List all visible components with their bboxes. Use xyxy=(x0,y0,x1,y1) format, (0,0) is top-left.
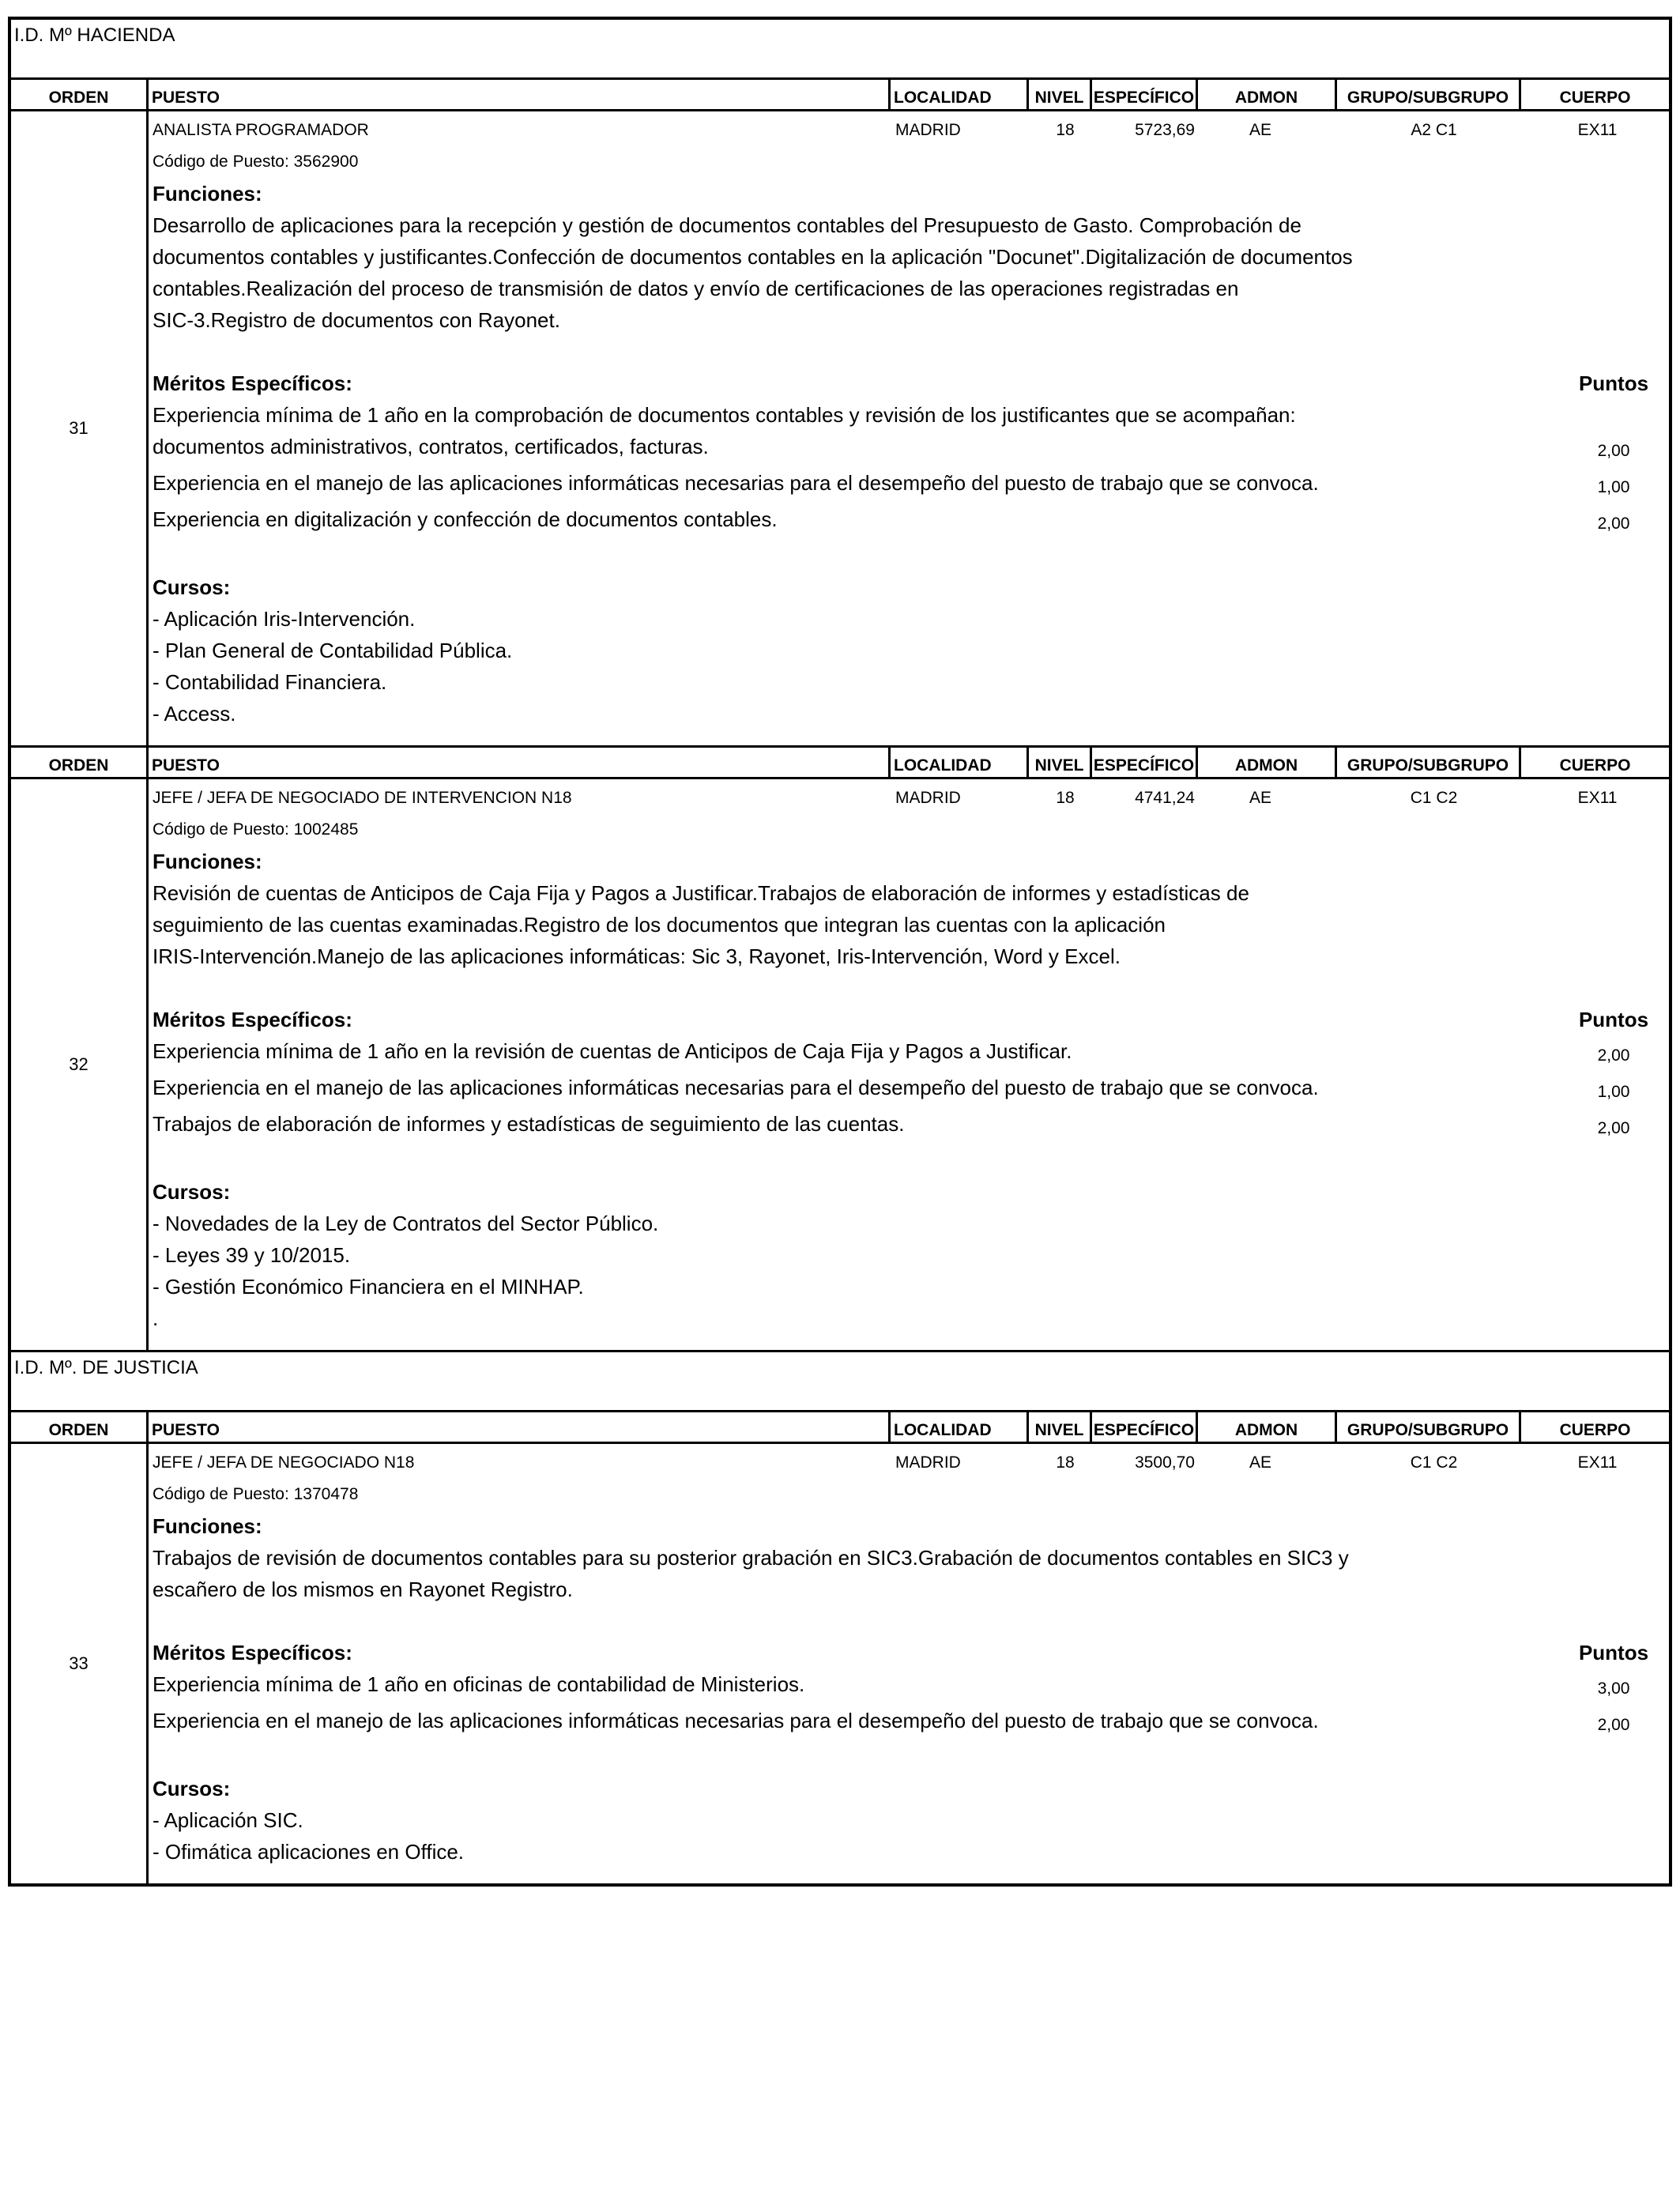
spacer xyxy=(153,1741,1669,1773)
header-admon: ADMON xyxy=(1198,80,1337,109)
merito-puntos xyxy=(1558,399,1669,431)
localidad-value: MADRID xyxy=(895,1453,961,1472)
funciones-line: documentos contables y justificantes.Confección de documentos contables en la aplicación "Docunet".Digitalización de documentos xyxy=(153,245,1353,269)
merito-row xyxy=(153,399,1669,431)
funciones-line: SIC-3.Registro de documentos con Rayonet. xyxy=(153,308,560,332)
job-entry xyxy=(11,779,1669,1352)
especifico-value: 3500,70 xyxy=(1135,1453,1195,1472)
job-details xyxy=(149,1444,1669,1883)
merito-puntos: 2,00 xyxy=(1597,1119,1630,1137)
meritos-label: Méritos Específicos: xyxy=(153,1641,352,1664)
meritos-label: Méritos Específicos: xyxy=(153,371,352,395)
cuerpo-value: EX11 xyxy=(1577,789,1618,807)
spacer xyxy=(153,1605,1669,1637)
orden-number: 32 xyxy=(11,779,149,1350)
merito-row xyxy=(153,1035,1669,1072)
job-entry xyxy=(11,1444,1669,1883)
puntos-label: Puntos xyxy=(1578,371,1649,395)
merito-puntos: 2,00 xyxy=(1597,442,1630,460)
localidad-value: MADRID xyxy=(895,789,961,807)
merito-text: Experiencia mínima de 1 año en la revisión de cuentas de Anticipos de Caja Fija y Pagos a Justificar. xyxy=(153,1039,1072,1063)
job-details xyxy=(149,111,1669,745)
merito-text: documentos administrativos, contratos, certificados, facturas. xyxy=(153,435,709,458)
especifico-value: 4741,24 xyxy=(1135,789,1195,807)
meritos-header xyxy=(153,1637,1669,1668)
funciones-line: Desarrollo de aplicaciones para la recepción y gestión de documentos contables del Presupuesto de Gasto. Comprobación de xyxy=(153,213,1301,237)
merito-puntos: 2,00 xyxy=(1597,1046,1630,1065)
funciones-label: Funciones: xyxy=(153,1514,262,1538)
puesto-title: JEFE / JEFA DE NEGOCIADO DE INTERVENCION N18 xyxy=(153,789,572,807)
header-cuerpo: CUERPO xyxy=(1559,756,1631,775)
header-puesto: PUESTO xyxy=(149,748,891,777)
curso-item: - Novedades de la Ley de Contratos del Sector Público. xyxy=(153,1212,659,1235)
especifico-value: 5723,69 xyxy=(1135,121,1195,139)
header-grupo: GRUPO/SUBGRUPO xyxy=(1337,748,1521,777)
grupo-value: C1 C2 xyxy=(1410,1453,1458,1472)
cursos-label: Cursos: xyxy=(153,1180,231,1204)
header-especifico: ESPECÍFICO xyxy=(1092,748,1198,777)
header-nivel: NIVEL xyxy=(1029,1412,1092,1442)
header-nivel: NIVEL xyxy=(1029,80,1092,109)
job-summary-row xyxy=(153,1447,1669,1479)
curso-item: - Access. xyxy=(153,702,236,726)
nivel-value: 18 xyxy=(1056,789,1075,807)
header-admon: ADMON xyxy=(1198,748,1337,777)
merito-row xyxy=(153,467,1669,503)
column-header-row xyxy=(11,80,1669,111)
admon-value: AE xyxy=(1249,789,1271,807)
header-grupo: GRUPO/SUBGRUPO xyxy=(1337,80,1521,109)
merito-puntos: 2,00 xyxy=(1597,515,1630,533)
codigo-puesto: Código de Puesto: 1002485 xyxy=(153,820,359,839)
cuerpo-value: EX11 xyxy=(1577,121,1618,139)
header-localidad: LOCALIDAD xyxy=(891,80,1029,109)
funciones-label: Funciones: xyxy=(153,850,262,873)
meritos-header xyxy=(153,1004,1669,1035)
merito-text: Trabajos de elaboración de informes y estadísticas de seguimiento de las cuentas. xyxy=(153,1112,905,1136)
header-especifico: ESPECÍFICO xyxy=(1092,80,1198,109)
meritos-header xyxy=(153,368,1669,399)
header-nivel: NIVEL xyxy=(1029,748,1092,777)
grupo-value: A2 C1 xyxy=(1411,121,1457,139)
funciones-line: IRIS-Intervención.Manejo de las aplicaciones informáticas: Sic 3, Rayonet, Iris-Intervención, Word y Excel. xyxy=(153,944,1121,968)
grupo-value: C1 C2 xyxy=(1410,789,1458,807)
merito-text: Experiencia mínima de 1 año en oficinas de contabilidad de Ministerios. xyxy=(153,1672,805,1696)
puesto-title: JEFE / JEFA DE NEGOCIADO N18 xyxy=(153,1453,415,1472)
cursos-label: Cursos: xyxy=(153,1777,231,1800)
cursos-label: Cursos: xyxy=(153,575,231,599)
admon-value: AE xyxy=(1249,121,1271,139)
localidad-value: MADRID xyxy=(895,121,961,139)
cuerpo-value: EX11 xyxy=(1577,1453,1618,1472)
header-cuerpo: CUERPO xyxy=(1559,1420,1631,1439)
funciones-line: Trabajos de revisión de documentos contables para su posterior grabación en SIC3.Grabación de documentos contables en SIC3 y xyxy=(153,1546,1349,1570)
merito-text: Experiencia en el manejo de las aplicaciones informáticas necesarias para el desempeño del puesto de trabajo que se convoca. xyxy=(153,1076,1319,1099)
merito-puntos: 1,00 xyxy=(1597,1083,1630,1101)
nivel-value: 18 xyxy=(1056,121,1075,139)
header-orden: ORDEN xyxy=(11,748,149,777)
meritos-label: Méritos Específicos: xyxy=(153,1008,352,1031)
job-listing-table xyxy=(8,17,1672,1887)
curso-item: - Gestión Económico Financiera en el MINHAP. xyxy=(153,1275,584,1299)
merito-row xyxy=(153,503,1669,540)
funciones-line: seguimiento de las cuentas examinadas.Registro de los documentos que integran las cuentas con la aplicación xyxy=(153,913,1166,937)
curso-item: - Contabilidad Financiera. xyxy=(153,670,387,694)
curso-item: - Leyes 39 y 10/2015. xyxy=(153,1243,351,1267)
column-header-row xyxy=(11,1412,1669,1444)
merito-row xyxy=(153,1705,1669,1741)
orden-number: 33 xyxy=(11,1444,149,1883)
header-grupo: GRUPO/SUBGRUPO xyxy=(1337,1412,1521,1442)
header-admon: ADMON xyxy=(1198,1412,1337,1442)
header-puesto: PUESTO xyxy=(149,1412,891,1442)
admon-value: AE xyxy=(1249,1453,1271,1472)
section-title: I.D. Mº HACIENDA xyxy=(11,20,1669,80)
header-especifico: ESPECÍFICO xyxy=(1092,1412,1198,1442)
merito-row xyxy=(153,1668,1669,1705)
curso-item: - Plan General de Contabilidad Pública. xyxy=(153,639,513,662)
merito-text: Experiencia mínima de 1 año en la comprobación de documentos contables y revisión de los justificantes que se acompañan: xyxy=(153,403,1296,427)
curso-item: - Aplicación SIC. xyxy=(153,1808,303,1832)
merito-puntos: 2,00 xyxy=(1597,1716,1630,1734)
funciones-line: escañero de los mismos en Rayonet Registro. xyxy=(153,1578,573,1601)
header-localidad: LOCALIDAD xyxy=(891,1412,1029,1442)
job-summary-row xyxy=(153,115,1669,146)
merito-row xyxy=(153,1108,1669,1144)
spacer xyxy=(153,1144,1669,1176)
orden-number: 31 xyxy=(11,111,149,745)
merito-row xyxy=(153,431,1669,467)
column-header-row xyxy=(11,748,1669,779)
funciones-label: Funciones: xyxy=(153,182,262,205)
merito-text: Experiencia en digitalización y confección de documentos contables. xyxy=(153,507,778,531)
header-orden: ORDEN xyxy=(11,1412,149,1442)
job-summary-row xyxy=(153,782,1669,814)
merito-text: Experiencia en el manejo de las aplicaciones informáticas necesarias para el desempeño del puesto de trabajo que se convoca. xyxy=(153,471,1319,495)
codigo-puesto: Código de Puesto: 3562900 xyxy=(153,153,359,171)
job-details xyxy=(149,779,1669,1350)
header-puesto: PUESTO xyxy=(149,80,891,109)
funciones-line: Revisión de cuentas de Anticipos de Caja Fija y Pagos a Justificar.Trabajos de elaboración de informes y estadísticas de xyxy=(153,881,1249,905)
header-orden: ORDEN xyxy=(11,80,149,109)
puntos-label: Puntos xyxy=(1578,1008,1649,1031)
curso-item: - Ofimática aplicaciones en Office. xyxy=(153,1840,465,1864)
codigo-puesto: Código de Puesto: 1370478 xyxy=(153,1485,359,1503)
puntos-label: Puntos xyxy=(1578,1641,1649,1664)
merito-puntos: 3,00 xyxy=(1597,1679,1630,1698)
header-localidad: LOCALIDAD xyxy=(891,748,1029,777)
merito-text: Experiencia en el manejo de las aplicaciones informáticas necesarias para el desempeño del puesto de trabajo que se convoca. xyxy=(153,1709,1319,1732)
curso-item: . xyxy=(153,1306,159,1330)
merito-row xyxy=(153,1072,1669,1108)
section-title: I.D. Mº. DE JUSTICIA xyxy=(11,1352,1669,1412)
spacer xyxy=(153,336,1669,368)
nivel-value: 18 xyxy=(1056,1453,1075,1472)
curso-item: - Aplicación Iris-Intervención. xyxy=(153,607,416,631)
spacer xyxy=(153,972,1669,1004)
merito-puntos: 1,00 xyxy=(1597,478,1630,496)
job-entry xyxy=(11,111,1669,748)
header-cuerpo: CUERPO xyxy=(1559,88,1631,107)
funciones-line: contables.Realización del proceso de transmisión de datos y envío de certificaciones de las operaciones registradas en xyxy=(153,277,1239,300)
puesto-title: ANALISTA PROGRAMADOR xyxy=(153,121,369,139)
spacer xyxy=(153,540,1669,571)
